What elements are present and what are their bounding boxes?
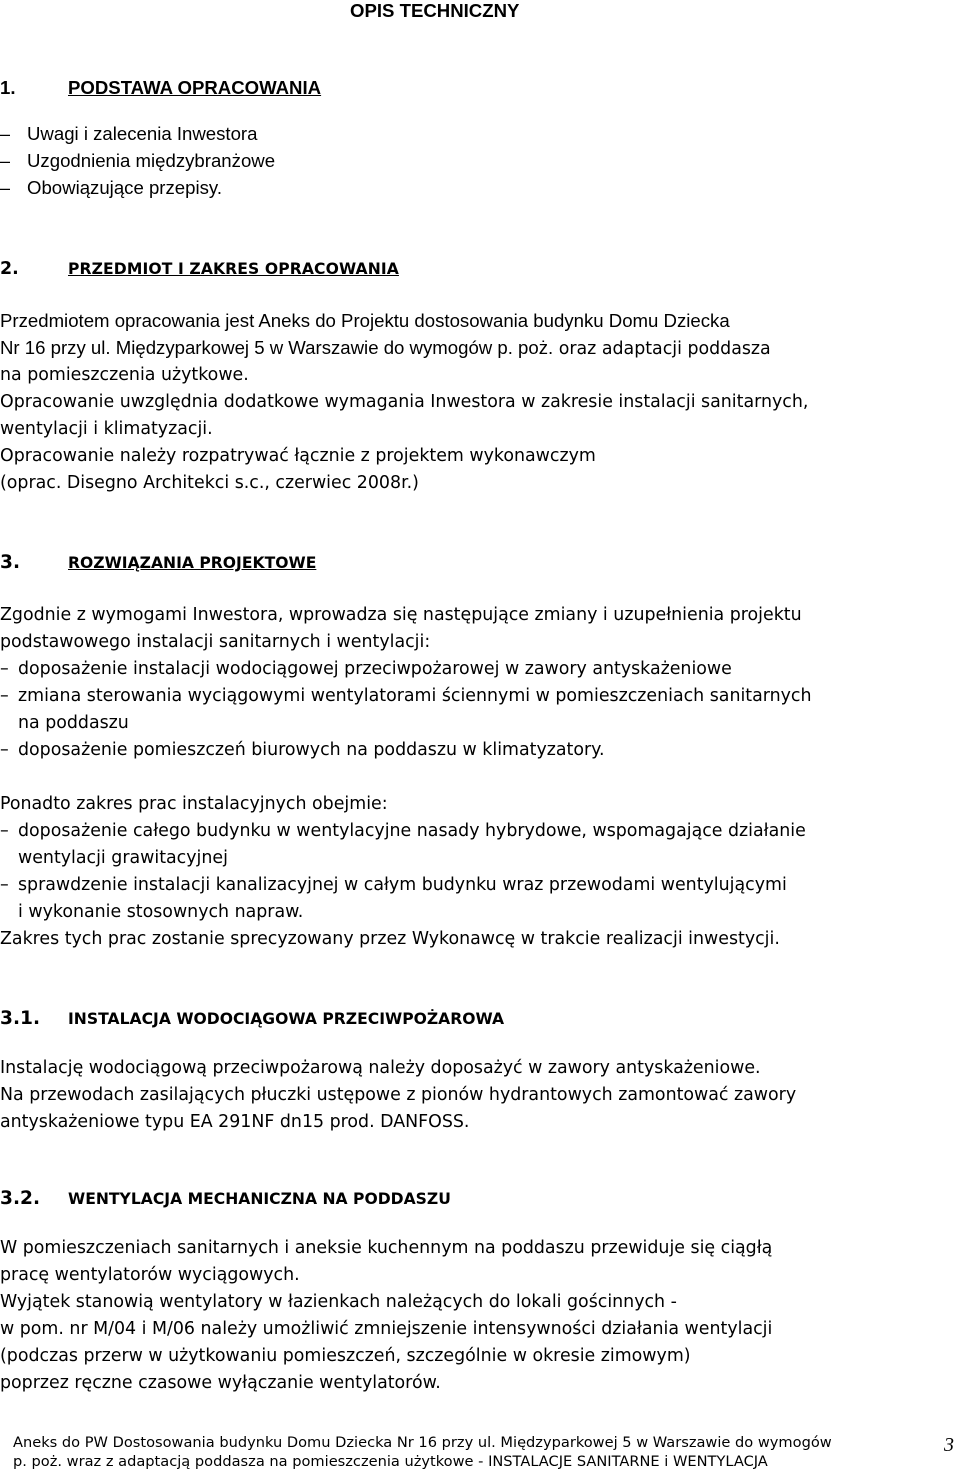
section-3-2-heading: WENTYLACJA MECHANICZNA NA PODDASZU: [68, 1190, 451, 1208]
section-2-line-7: (oprac. Disegno Architekci s.c., czerwiec 2008r.): [0, 473, 419, 493]
list-item-continuation: i wykonanie stosownych napraw.: [18, 902, 304, 922]
section-2-line-4: Opracowanie uwzględnia dodatkowe wymagania Inwestora w zakresie instalacji sanitarnych,: [0, 392, 809, 412]
section-3-2-line-3: Wyjątek stanowią wentylatory w łazienkach należących do lokali gościnnych -: [0, 1292, 677, 1312]
section-3-heading: ROZWIĄZANIA PROJEKTOWE: [68, 554, 317, 572]
section-2-line-2: Nr 16 przy ul. Międzyparkowej 5 w Warszawie do wymogów p. poż. oraz adaptacji poddasza: [0, 337, 771, 359]
section-3-1-number: 3.1.: [0, 1008, 41, 1029]
section-3-2-line-1: W pomieszczeniach sanitarnych i aneksie kuchennym na poddaszu przewiduje się ciągłą: [0, 1238, 773, 1258]
section-2-line-3: na pomieszczenia użytkowe.: [0, 365, 249, 385]
section-2-number: 2.: [0, 259, 19, 279]
section-3-2-line-4: w pom. nr M/04 i M/06 należy umożliwić zmniejszenie intensywności działania wentylacji: [0, 1319, 773, 1339]
document-title: OPIS TECHNICZNY: [350, 0, 520, 21]
section-3-1-line-1: Instalację wodociągową przeciwpożarową należy doposażyć w zawory antyskażeniowe.: [0, 1058, 761, 1078]
list-item-continuation: wentylacji grawitacyjnej: [18, 848, 228, 868]
section-2-heading: PRZEDMIOT I ZAKRES OPRACOWANIA: [68, 260, 399, 278]
list-item-continuation: na poddaszu: [18, 713, 129, 733]
section-3-extra-intro: Ponadto zakres prac instalacyjnych obejmie:: [0, 794, 388, 814]
section-3-2-line-2: pracę wentylatorów wyciągowych.: [0, 1265, 300, 1285]
section-3-closing: Zakres tych prac zostanie sprecyzowany przez Wykonawcę w trakcie realizacji inwestycji.: [0, 929, 780, 949]
section-3-intro-1: Zgodnie z wymogami Inwestora, wprowadza się następujące zmiany i uzupełnienia projektu: [0, 605, 802, 625]
section-2-line-1: Przedmiotem opracowania jest Aneks do Projektu dostosowania budynku Domu Dziecka: [0, 310, 730, 331]
section-3-number: 3.: [0, 552, 21, 573]
section-3-1-heading: INSTALACJA WODOCIĄGOWA PRZECIWPOŻAROWA: [68, 1010, 505, 1028]
footer-line-2: p. poż. wraz z adaptacją poddasza na pomieszczenia użytkowe - INSTALACJE SANITARNE i WENTYLACJA: [13, 1453, 768, 1470]
page-number: 3: [944, 1434, 954, 1456]
section-3-1-line-2: Na przewodach zasilających płuczki ustępowe z pionów hydrantowych zamontować zawory: [0, 1085, 797, 1105]
section-3-intro-2: podstawowego instalacji sanitarnych i wentylacji:: [0, 632, 431, 652]
section-1-heading: PODSTAWA OPRACOWANIA: [68, 77, 322, 98]
section-3-1-line-3: antyskażeniowe typu EA 291NF dn15 prod. DANFOSS.: [0, 1112, 470, 1132]
section-2-line-6: Opracowanie należy rozpatrywać łącznie z projektem wykonawczym: [0, 446, 596, 466]
footer-line-1: Aneks do PW Dostosowania budynku Domu Dziecka Nr 16 przy ul. Międzyparkowej 5 w Warszawie do wymogów: [13, 1434, 832, 1451]
section-1-number: 1.: [0, 77, 16, 98]
section-3-2-line-5: (podczas przerw w użytkowaniu pomieszczeń, szczególnie w okresie zimowym): [0, 1346, 691, 1366]
section-3-2-line-6: poprzez ręczne czasowe wyłączanie wentylatorów.: [0, 1373, 441, 1393]
section-3-2-number: 3.2.: [0, 1188, 41, 1209]
section-2-line-5: wentylacji i klimatyzacji.: [0, 419, 213, 439]
